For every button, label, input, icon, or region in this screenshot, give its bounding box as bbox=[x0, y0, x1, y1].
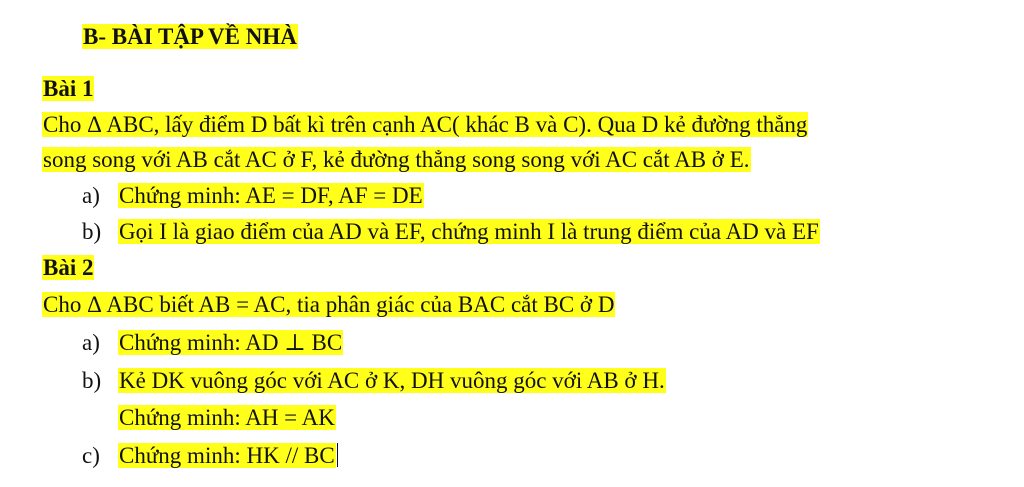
exercise1-prompt-line1-row bbox=[42, 110, 808, 140]
item-text: Gọi I là giao điểm của AD và EF, chứng minh I là trung điểm của AD và EF bbox=[119, 219, 819, 244]
item-marker: b) bbox=[82, 219, 102, 244]
item-marker: b) bbox=[82, 368, 102, 393]
item-text: Chứng minh: AD ⊥ BC bbox=[119, 330, 343, 355]
section-title-line bbox=[82, 22, 298, 52]
text-cursor bbox=[337, 443, 338, 467]
exercise1-prompt-line2-row bbox=[42, 145, 751, 175]
exercise2-prompt: Cho Δ ABC biết AB = AC, tia phân giác của BAC cắt BC ở D bbox=[43, 292, 615, 317]
exercise2-heading: Bài 2 bbox=[43, 255, 94, 280]
item-marker: c) bbox=[82, 443, 100, 468]
exercise1-item-a bbox=[82, 181, 424, 211]
exercise1-heading-line bbox=[42, 74, 94, 104]
exercise1-prompt-line1: Cho Δ ABC, lấy điểm D bất kì trên cạnh AC( khác B và C). Qua D kẻ đường thẳng bbox=[43, 112, 808, 137]
exercise1-heading: Bài 1 bbox=[43, 76, 94, 101]
item-text: Chứng minh: AE = DF, AF = DE bbox=[119, 183, 423, 208]
exercise1-prompt-line2: song song với AB cắt AC ở F, kẻ đường thẳng song song với AC cắt AB ở E. bbox=[43, 147, 750, 172]
exercise2-item-b bbox=[82, 366, 666, 396]
exercise2-item-c bbox=[82, 441, 338, 471]
section-title: B- BÀI TẬP VỀ NHÀ bbox=[83, 24, 297, 49]
item-text: Chứng minh: HK // BC bbox=[119, 443, 335, 468]
exercise2-heading-line bbox=[42, 253, 94, 283]
item-marker: a) bbox=[82, 330, 100, 355]
item-marker: a) bbox=[82, 183, 100, 208]
item-text: Chứng minh: AH = AK bbox=[119, 405, 335, 430]
exercise2-prompt-row bbox=[42, 290, 615, 320]
item-text: Kẻ DK vuông góc với AC ở K, DH vuông góc với AB ở H. bbox=[119, 368, 665, 393]
exercise1-item-b bbox=[82, 217, 820, 247]
exercise2-item-b-continuation bbox=[82, 403, 336, 433]
exercise2-item-a bbox=[82, 328, 343, 358]
